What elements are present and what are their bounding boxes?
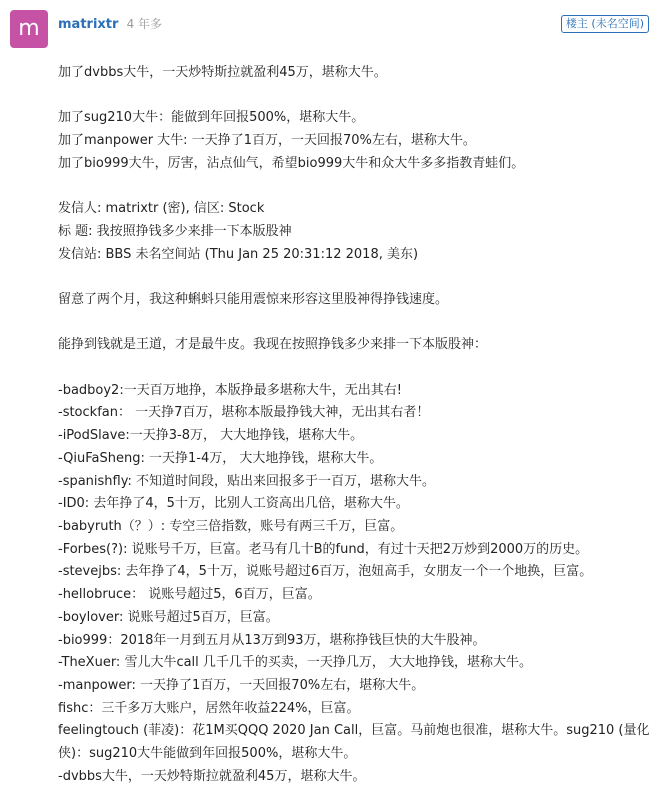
header-sender: 发信人: matrixtr (密), 信区: Stock bbox=[58, 201, 265, 217]
content-line: 加了dvbbs大牛，一天炒特斯拉就盈利45万，堪称大牛。 bbox=[58, 65, 387, 80]
username-link[interactable]: matrixtr bbox=[58, 17, 119, 32]
list-item: -stockfan： 一天挣7百万，堪称本版最挣钱大神，无出其右者！ bbox=[58, 405, 430, 421]
header-title: 标 题: 我按照挣钱多少来排一下本版股神 bbox=[58, 223, 292, 239]
post-content bbox=[58, 62, 651, 788]
list-item: -boylover: 说账号超过5百万，巨富。 bbox=[58, 609, 279, 625]
list-item: feelingtouch (菲凌)：花1M买QQQ 2020 Jan Call，巨富。马前炮也很准，堪称大牛。sug210 (量化侠)：sug210大牛能做到年回报500%，堪称大牛。 bbox=[58, 723, 650, 762]
list-item: -QiuFaSheng: 一天挣1-4万， 大大地挣钱，堪称大牛。 bbox=[58, 450, 383, 466]
avatar[interactable]: m bbox=[10, 10, 48, 48]
content-line: 加了bio999大牛，厉害，沾点仙气，希望bio999大牛和众大牛多多指教青蛙们。 bbox=[58, 155, 525, 171]
list-item: -badboy2:一天百万地挣，本版挣最多堪称大牛，无出其右! bbox=[58, 382, 402, 398]
list-item: -TheXuer: 雪儿大牛call 几千几千的买卖，一天挣几万， 大大地挣钱，堪称大牛。 bbox=[58, 655, 533, 671]
list-item: -Forbes(?): 说账号千万，巨富。老马有几十B的fund，有过十天把2万炒到2000万的历史。 bbox=[58, 541, 589, 557]
list-item: -hellobruce： 说账号超过5，6百万，巨富。 bbox=[58, 587, 321, 603]
list-item: -stevejbs: 去年挣了4，5十万，说账号超过6百万，泡妞高手，女朋友一个一个地换，巨富。 bbox=[58, 564, 593, 580]
content-line: 能挣到钱就是王道，才是最牛皮。我现在按照挣钱多少来排一下本版股神： bbox=[58, 337, 488, 353]
list-item: -iPodSlave:一天挣3-8万， 大大地挣钱，堪称大牛。 bbox=[58, 428, 364, 444]
post-time: 4 年多 bbox=[126, 17, 163, 31]
content-line: 加了sug210大牛：能做到年回报500%，堪称大牛。 bbox=[58, 110, 365, 126]
list-item: -manpower: 一天挣了1百万，一天回报70%左右，堪称大牛。 bbox=[58, 677, 425, 693]
list-item: -bio999：2018年一月到五月从13万到93万，堪称挣钱巨快的大牛股神。 bbox=[58, 632, 486, 648]
list-item: -spanishfly: 不知道时间段，贴出来回报多于一百万，堪称大牛。 bbox=[58, 473, 435, 489]
list-item: fishc：三千多万大账户，居然年收益224%，巨富。 bbox=[58, 700, 360, 716]
content-line: 留意了两个月，我这种蝌蚪只能用震惊来形容这里股神得挣钱速度。 bbox=[58, 291, 449, 307]
header-station: 发信站: BBS 未名空间站 (Thu Jan 25 20:31:12 2018, 美东) bbox=[58, 246, 419, 262]
post-meta bbox=[58, 15, 162, 34]
op-badge: 楼主 (未名空间) bbox=[561, 15, 649, 33]
list-item: -babyruth（？）: 专空三倍指数，账号有两三千万，巨富。 bbox=[58, 518, 404, 534]
list-item: -dvbbs大牛，一天炒特斯拉就盈利45万，堪称大牛。 bbox=[58, 768, 366, 784]
list-item: -ID0: 去年挣了4，5十万，比别人工资高出几倍，堪称大牛。 bbox=[58, 496, 409, 512]
content-line: 加了manpower 大牛: 一天挣了1百万，一天回报70%左右，堪称大牛。 bbox=[58, 133, 476, 149]
